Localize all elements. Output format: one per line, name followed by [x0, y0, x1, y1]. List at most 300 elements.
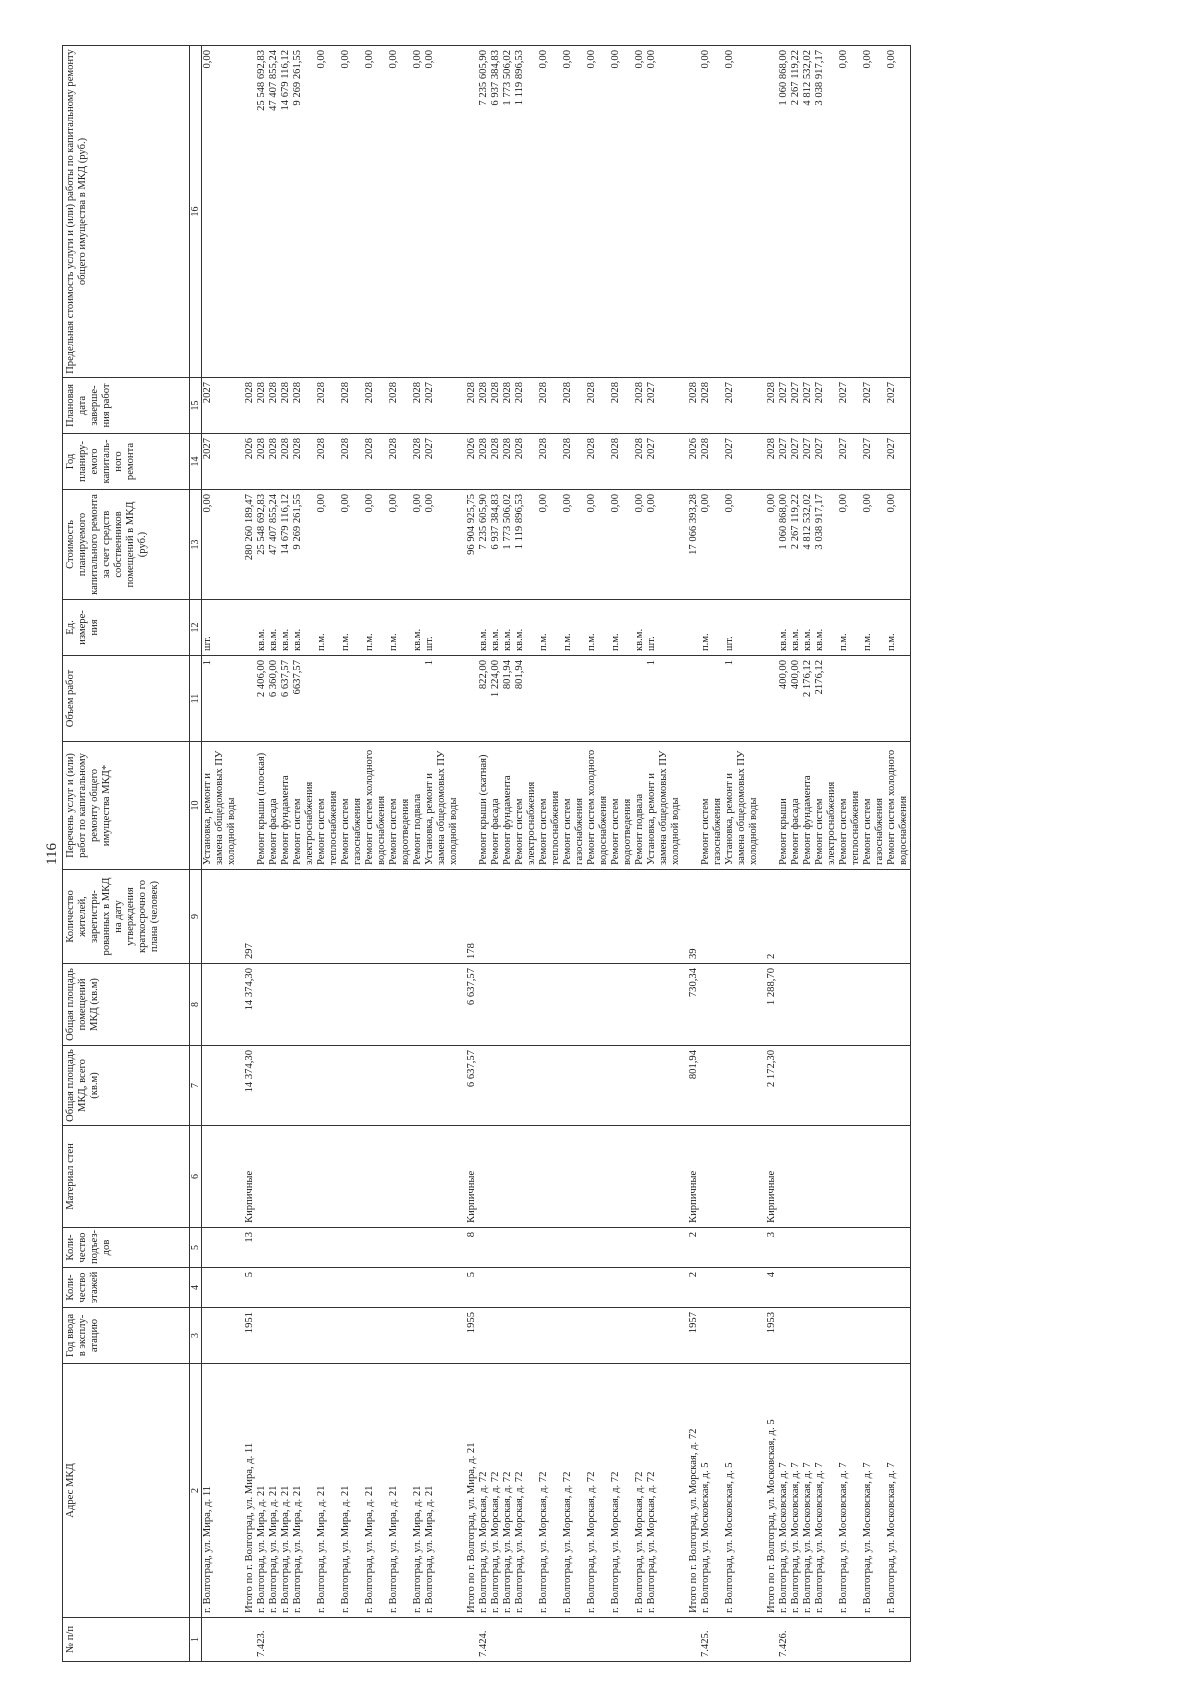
premises-area-cell [202, 964, 239, 1046]
year-built-cell [814, 1308, 838, 1364]
premises-area-cell [838, 964, 862, 1046]
planned-cost-cell: 0,00 [202, 490, 239, 600]
repair-year-cell: 2028 [412, 434, 424, 490]
work-type-cell: Ремонт крыши (плоская) [256, 742, 268, 870]
unit-cell [760, 600, 778, 656]
work-volume-cell [364, 656, 388, 742]
work-volume-cell [538, 656, 562, 742]
year-built-cell [280, 1308, 292, 1364]
max-cost-cell: 0,00 [340, 46, 364, 378]
unit-cell: кв.м. [490, 600, 502, 656]
max-cost-cell: 0,00 [388, 46, 412, 378]
max-cost-cell: 0,00 [724, 46, 760, 378]
completion-date-cell: 2028 [388, 378, 412, 434]
total-area-cell [490, 1046, 502, 1126]
table-row [340, 46, 364, 1662]
total-area-cell [514, 1046, 538, 1126]
total-area-cell [862, 1046, 886, 1126]
entrances-cell [256, 1228, 268, 1268]
wall-material-cell [886, 1126, 911, 1228]
planned-cost-cell: 0,00 [646, 490, 682, 600]
wall-material-cell [292, 1126, 316, 1228]
total-area-cell: 801,94 [682, 1046, 700, 1126]
entrances-cell [364, 1228, 388, 1268]
col-header: Год планиру- емого капиталь- ного ремонта [63, 434, 190, 490]
residents-cell [268, 870, 280, 964]
address-cell: г. Волгоград, ул. Мира, д. 21 [316, 1364, 340, 1618]
unit-cell: кв.м. [634, 600, 646, 656]
premises-area-cell [790, 964, 802, 1046]
premises-area-cell [886, 964, 911, 1046]
table-row [202, 46, 239, 1662]
max-cost-cell: 0,00 [538, 46, 562, 378]
address-cell: г. Волгоград, ул. Морская, д. 72 [646, 1364, 682, 1618]
year-built-cell: 1951 [238, 1308, 256, 1364]
work-volume-cell [316, 656, 340, 742]
table-row [316, 46, 340, 1662]
table-row [238, 46, 256, 1662]
residents-cell [862, 870, 886, 964]
residents-cell [586, 870, 610, 964]
total-area-cell: 6 637,57 [460, 1046, 478, 1126]
entrances-cell [280, 1228, 292, 1268]
entrances-cell [838, 1228, 862, 1268]
entrances-cell [478, 1228, 490, 1268]
unit-cell: шт. [424, 600, 460, 656]
col-header: Общая площадь МКД, всего (кв.м) [63, 1046, 190, 1126]
unit-cell: кв.м. [514, 600, 538, 656]
completion-date-cell: 2028 [514, 378, 538, 434]
planned-cost-cell: 0,00 [724, 490, 760, 600]
planned-cost-cell: 1 060 868,00 [778, 490, 790, 600]
residents-cell [562, 870, 586, 964]
planned-cost-cell: 0,00 [700, 490, 724, 600]
unit-cell: шт. [646, 600, 682, 656]
repair-year-cell: 2028 [610, 434, 634, 490]
address-cell: г. Волгоград, ул. Московская, д. 7 [790, 1364, 802, 1618]
residents-cell [256, 870, 268, 964]
total-area-cell [292, 1046, 316, 1126]
unit-cell: кв.м. [412, 600, 424, 656]
residents-cell [280, 870, 292, 964]
total-area-cell [610, 1046, 634, 1126]
max-cost-cell: 0,00 [700, 46, 724, 378]
work-type-cell: Ремонт систем водоотведения [388, 742, 412, 870]
completion-date-cell: 2027 [202, 378, 239, 434]
row-number-cell [340, 1618, 364, 1662]
work-volume-cell: 1 [424, 656, 460, 742]
table-row [760, 46, 778, 1662]
col-number: 11 [190, 656, 202, 742]
floors-cell: 4 [760, 1268, 778, 1308]
entrances-cell [202, 1228, 239, 1268]
row-number-cell: 7.426. [778, 1618, 790, 1662]
row-number-cell [814, 1618, 838, 1662]
completion-date-cell: 2028 [538, 378, 562, 434]
row-number-cell [586, 1618, 610, 1662]
premises-area-cell [562, 964, 586, 1046]
repair-year-cell: 2028 [268, 434, 280, 490]
work-type-cell: Ремонт систем водоотведения [610, 742, 634, 870]
planned-cost-cell: 4 812 532,02 [802, 490, 814, 600]
max-cost-cell [238, 46, 256, 378]
completion-date-cell: 2028 [412, 378, 424, 434]
table-row [610, 46, 634, 1662]
floors-cell [202, 1268, 239, 1308]
repair-year-cell: 2028 [562, 434, 586, 490]
premises-area-cell: 730,34 [682, 964, 700, 1046]
total-area-cell [502, 1046, 514, 1126]
col-number: 15 [190, 378, 202, 434]
floors-cell: 5 [460, 1268, 478, 1308]
address-cell: г. Волгоград, ул. Московская, д. 7 [862, 1364, 886, 1618]
residents-cell: 297 [238, 870, 256, 964]
col-header: Объем работ [63, 656, 190, 742]
repair-year-cell: 2027 [778, 434, 790, 490]
unit-cell: п.м. [538, 600, 562, 656]
completion-date-cell: 2027 [790, 378, 802, 434]
floors-cell [256, 1268, 268, 1308]
table-row [814, 46, 838, 1662]
unit-cell [238, 600, 256, 656]
work-volume-cell [340, 656, 364, 742]
wall-material-cell [790, 1126, 802, 1228]
table-row [700, 46, 724, 1662]
table-row [292, 46, 316, 1662]
table-row [256, 46, 268, 1662]
work-type-cell: Ремонт систем холодного водоснабжения [886, 742, 911, 870]
work-volume-cell: 6 360,00 [268, 656, 280, 742]
premises-area-cell [412, 964, 424, 1046]
entrances-cell [790, 1228, 802, 1268]
column-number-row [190, 46, 202, 1662]
planned-cost-cell: 3 038 917,17 [814, 490, 838, 600]
address-cell: Итого по г. Волгоград, ул. Мира, д. 11 [238, 1364, 256, 1618]
work-type-cell: Ремонт систем электроснабжения [814, 742, 838, 870]
entrances-cell [700, 1228, 724, 1268]
completion-date-cell: 2027 [886, 378, 911, 434]
total-area-cell [838, 1046, 862, 1126]
max-cost-cell: 14 679 116,12 [280, 46, 292, 378]
repair-year-cell: 2026 [682, 434, 700, 490]
work-volume-cell: 1 [202, 656, 239, 742]
premises-area-cell: 1 288,70 [760, 964, 778, 1046]
max-cost-cell: 0,00 [838, 46, 862, 378]
col-number: 5 [190, 1228, 202, 1268]
wall-material-cell [388, 1126, 412, 1228]
wall-material-cell [364, 1126, 388, 1228]
premises-area-cell [424, 964, 460, 1046]
wall-material-cell [268, 1126, 280, 1228]
unit-cell: кв.м. [790, 600, 802, 656]
work-volume-cell: 6637,57 [292, 656, 316, 742]
row-number-cell [238, 1618, 256, 1662]
residents-cell [538, 870, 562, 964]
max-cost-cell: 0,00 [424, 46, 460, 378]
repair-year-cell: 2027 [646, 434, 682, 490]
work-type-cell: Установка, ремонт и замена общедомовых ПУ холодной воды [646, 742, 682, 870]
completion-date-cell: 2028 [364, 378, 388, 434]
max-cost-cell: 9 269 261,55 [292, 46, 316, 378]
col-header: Перечень услуг и (или) работ по капитальному ремонту общего имущества МКД* [63, 742, 190, 870]
col-number: 12 [190, 600, 202, 656]
work-type-cell: Установка, ремонт и замена общедомовых ПУ холодной воды [202, 742, 239, 870]
work-type-cell: Ремонт систем газоснабжения [340, 742, 364, 870]
table-row [838, 46, 862, 1662]
repair-year-cell: 2027 [802, 434, 814, 490]
max-cost-cell: 47 407 855,24 [268, 46, 280, 378]
address-cell: г. Волгоград, ул. Мира, д. 21 [292, 1364, 316, 1618]
col-header: Стоимость планируемого капитального ремонта за счет средств собственников помещений в МКД (руб.) [63, 490, 190, 600]
work-volume-cell [700, 656, 724, 742]
unit-cell: п.м. [886, 600, 911, 656]
residents-cell [490, 870, 502, 964]
col-header: № п/п [63, 1618, 190, 1662]
table-body [202, 46, 911, 1662]
floors-cell [478, 1268, 490, 1308]
residents-cell [424, 870, 460, 964]
unit-cell: п.м. [562, 600, 586, 656]
residents-cell [886, 870, 911, 964]
floors-cell: 5 [238, 1268, 256, 1308]
completion-date-cell: 2028 [256, 378, 268, 434]
premises-area-cell [268, 964, 280, 1046]
entrances-cell: 8 [460, 1228, 478, 1268]
row-number-cell [514, 1618, 538, 1662]
planned-cost-cell: 2 267 119,22 [790, 490, 802, 600]
completion-date-cell: 2028 [610, 378, 634, 434]
repair-year-cell: 2028 [478, 434, 490, 490]
entrances-cell [562, 1228, 586, 1268]
total-area-cell [268, 1046, 280, 1126]
repair-plan-table [62, 45, 911, 1662]
col-header: Плановая дата заверше- ния работ [63, 378, 190, 434]
work-type-cell: Ремонт подвала [412, 742, 424, 870]
work-type-cell: Ремонт фасада [490, 742, 502, 870]
wall-material-cell [700, 1126, 724, 1228]
address-cell: г. Волгоград, ул. Мира, д. 21 [268, 1364, 280, 1618]
wall-material-cell [256, 1126, 268, 1228]
table-row [724, 46, 760, 1662]
work-volume-cell: 822,00 [478, 656, 490, 742]
address-cell: г. Волгоград, ул. Мира, д. 11 [202, 1364, 239, 1618]
entrances-cell [862, 1228, 886, 1268]
col-header: Год ввода в эксплу- атацию [63, 1308, 190, 1364]
completion-date-cell: 2028 [340, 378, 364, 434]
address-cell: г. Волгоград, ул. Морская, д. 72 [586, 1364, 610, 1618]
residents-cell [610, 870, 634, 964]
table-row [280, 46, 292, 1662]
repair-year-cell: 2028 [256, 434, 268, 490]
premises-area-cell [364, 964, 388, 1046]
address-cell: г. Волгоград, ул. Мира, д. 21 [256, 1364, 268, 1618]
year-built-cell [802, 1308, 814, 1364]
unit-cell: шт. [202, 600, 239, 656]
year-built-cell [634, 1308, 646, 1364]
address-cell: г. Волгоград, ул. Морская, д. 72 [502, 1364, 514, 1618]
wall-material-cell [646, 1126, 682, 1228]
premises-area-cell [388, 964, 412, 1046]
planned-cost-cell: 96 904 925,75 [460, 490, 478, 600]
wall-material-cell [814, 1126, 838, 1228]
work-type-cell: Ремонт систем теплоснабжения [838, 742, 862, 870]
premises-area-cell [340, 964, 364, 1046]
floors-cell [316, 1268, 340, 1308]
residents-cell [364, 870, 388, 964]
work-type-cell: Ремонт систем газоснабжения [562, 742, 586, 870]
row-number-cell [316, 1618, 340, 1662]
entrances-cell [340, 1228, 364, 1268]
work-volume-cell [460, 656, 478, 742]
col-number: 4 [190, 1268, 202, 1308]
total-area-cell [412, 1046, 424, 1126]
work-volume-cell: 2176,12 [814, 656, 838, 742]
unit-cell: кв.м. [478, 600, 490, 656]
planned-cost-cell: 0,00 [586, 490, 610, 600]
completion-date-cell: 2028 [586, 378, 610, 434]
max-cost-cell [460, 46, 478, 378]
year-built-cell [538, 1308, 562, 1364]
planned-cost-cell: 1 773 506,02 [502, 490, 514, 600]
year-built-cell: 1955 [460, 1308, 478, 1364]
col-number: 9 [190, 870, 202, 964]
floors-cell [502, 1268, 514, 1308]
premises-area-cell [646, 964, 682, 1046]
repair-year-cell: 2027 [838, 434, 862, 490]
work-volume-cell [586, 656, 610, 742]
premises-area-cell [490, 964, 502, 1046]
table-row [478, 46, 490, 1662]
row-number-cell [292, 1618, 316, 1662]
floors-cell [490, 1268, 502, 1308]
year-built-cell [886, 1308, 911, 1364]
row-number-cell [760, 1618, 778, 1662]
completion-date-cell: 2028 [460, 378, 478, 434]
work-volume-cell [562, 656, 586, 742]
residents-cell [724, 870, 760, 964]
work-type-cell: Установка, ремонт и замена общедомовых ПУ холодной воды [724, 742, 760, 870]
planned-cost-cell: 0,00 [838, 490, 862, 600]
residents-cell [202, 870, 239, 964]
max-cost-cell: 0,00 [862, 46, 886, 378]
completion-date-cell: 2028 [268, 378, 280, 434]
row-number-cell [490, 1618, 502, 1662]
planned-cost-cell: 280 260 189,47 [238, 490, 256, 600]
row-number-cell [646, 1618, 682, 1662]
entrances-cell: 13 [238, 1228, 256, 1268]
entrances-cell [316, 1228, 340, 1268]
entrances-cell [412, 1228, 424, 1268]
unit-cell: п.м. [364, 600, 388, 656]
planned-cost-cell: 9 269 261,55 [292, 490, 316, 600]
completion-date-cell: 2028 [490, 378, 502, 434]
work-volume-cell [634, 656, 646, 742]
col-header: Адрес МКД [63, 1364, 190, 1618]
premises-area-cell [478, 964, 490, 1046]
work-type-cell: Ремонт фундамента [280, 742, 292, 870]
unit-cell [460, 600, 478, 656]
year-built-cell [514, 1308, 538, 1364]
unit-cell: п.м. [610, 600, 634, 656]
unit-cell: п.м. [700, 600, 724, 656]
row-number-cell [424, 1618, 460, 1662]
entrances-cell [424, 1228, 460, 1268]
total-area-cell [202, 1046, 239, 1126]
unit-cell: п.м. [316, 600, 340, 656]
unit-cell: п.м. [340, 600, 364, 656]
completion-date-cell: 2027 [862, 378, 886, 434]
planned-cost-cell: 0,00 [316, 490, 340, 600]
repair-year-cell: 2027 [202, 434, 239, 490]
entrances-cell [778, 1228, 790, 1268]
max-cost-cell: 0,00 [586, 46, 610, 378]
residents-cell [778, 870, 790, 964]
col-header: Общая площадь помещений МКД (кв.м) [63, 964, 190, 1046]
wall-material-cell [340, 1126, 364, 1228]
total-area-cell [340, 1046, 364, 1126]
max-cost-cell: 0,00 [202, 46, 239, 378]
table-row [802, 46, 814, 1662]
repair-year-cell: 2028 [316, 434, 340, 490]
table-row [412, 46, 424, 1662]
address-cell: г. Волгоград, ул. Морская, д. 72 [634, 1364, 646, 1618]
completion-date-cell: 2027 [646, 378, 682, 434]
wall-material-cell: Кирпичные [682, 1126, 700, 1228]
year-built-cell [700, 1308, 724, 1364]
max-cost-cell: 3 038 917,17 [814, 46, 838, 378]
total-area-cell: 14 374,30 [238, 1046, 256, 1126]
work-type-cell: Ремонт систем холодного водоснабжения [586, 742, 610, 870]
address-cell: г. Волгоград, ул. Морская, д. 72 [514, 1364, 538, 1618]
wall-material-cell [514, 1126, 538, 1228]
year-built-cell [724, 1308, 760, 1364]
floors-cell [364, 1268, 388, 1308]
work-type-cell: Ремонт систем теплоснабжения [316, 742, 340, 870]
premises-area-cell: 6 637,57 [460, 964, 478, 1046]
work-type-cell: Ремонт систем газоснабжения [862, 742, 886, 870]
floors-cell [610, 1268, 634, 1308]
col-header: Коли- чество этажей [63, 1268, 190, 1308]
entrances-cell [802, 1228, 814, 1268]
work-volume-cell: 1 224,00 [490, 656, 502, 742]
work-volume-cell [682, 656, 700, 742]
rotated-sheet [42, 46, 1172, 1662]
floors-cell [586, 1268, 610, 1308]
col-header: Ед. измере- ния [63, 600, 190, 656]
premises-area-cell [280, 964, 292, 1046]
table-row [502, 46, 514, 1662]
row-number-cell [412, 1618, 424, 1662]
unit-cell: кв.м. [292, 600, 316, 656]
wall-material-cell [316, 1126, 340, 1228]
table-row [682, 46, 700, 1662]
work-volume-cell [238, 656, 256, 742]
address-cell: г. Волгоград, ул. Морская, д. 72 [610, 1364, 634, 1618]
year-built-cell [412, 1308, 424, 1364]
planned-cost-cell: 1 119 896,53 [514, 490, 538, 600]
planned-cost-cell: 0,00 [610, 490, 634, 600]
completion-date-cell: 2027 [424, 378, 460, 434]
unit-cell: кв.м. [280, 600, 292, 656]
planned-cost-cell: 0,00 [634, 490, 646, 600]
work-volume-cell [388, 656, 412, 742]
repair-year-cell: 2028 [514, 434, 538, 490]
planned-cost-cell: 0,00 [412, 490, 424, 600]
completion-date-cell: 2028 [562, 378, 586, 434]
row-number-cell: 7.425. [700, 1618, 724, 1662]
table-row [586, 46, 610, 1662]
table-row [778, 46, 790, 1662]
